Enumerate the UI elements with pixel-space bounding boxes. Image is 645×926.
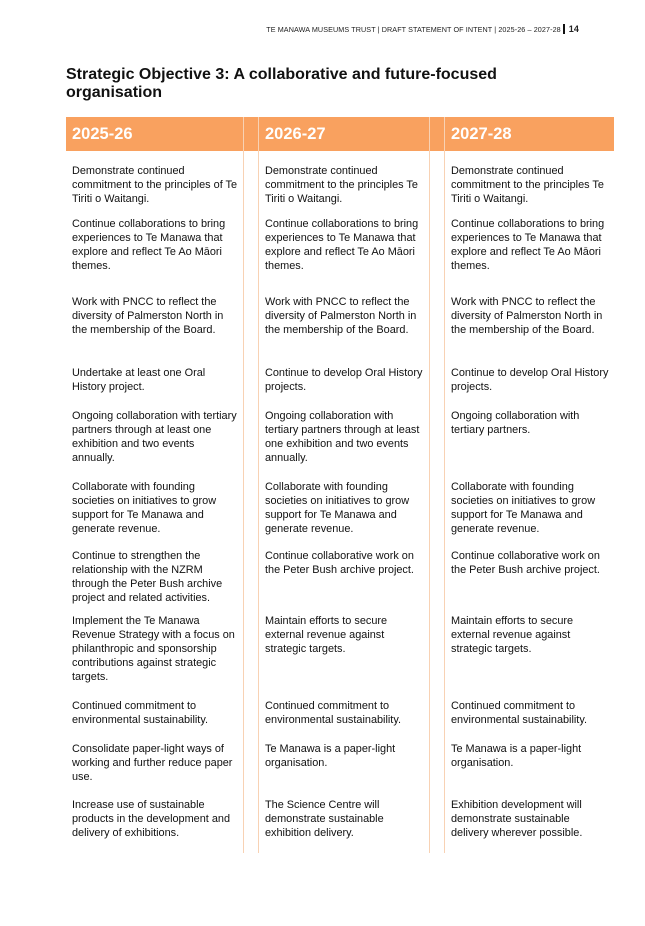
- header-divider: [563, 24, 565, 34]
- column-separator-2: [429, 117, 445, 853]
- table-cell: Work with PNCC to reflect the diversity of Palmerston North in the membership of the Board.: [265, 296, 417, 336]
- table-cell: Demonstrate continued commitment to the principles of Te Tiriti o Waitangi.: [72, 165, 238, 205]
- table-cell: Ongoing collaboration with tertiary partners through at least one exhibition and two events annually.: [265, 410, 420, 464]
- running-title: TE MANAWA MUSEUMS TRUST | DRAFT STATEMENT OF INTENT | 2025-26 – 2027-28: [266, 25, 561, 34]
- table-cell: Continued commitment to environmental sustainability.: [451, 700, 587, 726]
- table-cell: Ongoing collaboration with tertiary partners.: [451, 410, 580, 436]
- running-header: [266, 24, 579, 34]
- column-header-2025-26: 2025-26: [66, 117, 243, 151]
- table-cell: Continue collaborations to bring experiences to Te Manawa that explore and reflect Te Ao Māori themes.: [72, 218, 226, 272]
- table-cell: Continue to develop Oral History projects.: [265, 367, 423, 393]
- table-cell: Work with PNCC to reflect the diversity of Palmerston North in the membership of the Board.: [72, 296, 224, 336]
- table-cell: Exhibition development will demonstrate sustainable delivery wherever possible.: [451, 799, 583, 839]
- table-cell: Maintain efforts to secure external revenue against strategic targets.: [451, 615, 574, 655]
- table-cell: Collaborate with founding societies on initiatives to grow support for Te Manawa and generate revenue.: [72, 481, 217, 535]
- section-title: Strategic Objective 3: A collaborative and future-focused organisation: [66, 66, 497, 101]
- table-cell: Continue collaborations to bring experiences to Te Manawa that explore and reflect Te Ao Māori themes.: [451, 218, 605, 272]
- page-number: 14: [568, 24, 579, 34]
- table-cell: The Science Centre will demonstrate sustainable exhibition delivery.: [265, 799, 384, 839]
- column-header-2026-27: 2026-27: [259, 117, 429, 151]
- table-cell: Demonstrate continued commitment to the principles Te Tiriti o Waitangi.: [451, 165, 604, 205]
- table-cell: Increase use of sustainable products in the development and delivery of exhibitions.: [72, 799, 231, 839]
- table-cell: Continued commitment to environmental sustainability.: [265, 700, 401, 726]
- table-cell: Continue collaborative work on the Peter Bush archive project.: [265, 550, 414, 576]
- table-cell: Continued commitment to environmental sustainability.: [72, 700, 208, 726]
- table-cell: Maintain efforts to secure external revenue against strategic targets.: [265, 615, 388, 655]
- table-cell: Undertake at least one Oral History project.: [72, 367, 206, 393]
- table-cell: Te Manawa is a paper-light organisation.: [451, 743, 582, 769]
- table-cell: Ongoing collaboration with tertiary partners through at least one exhibition and two events annually.: [72, 410, 237, 464]
- table-cell: Consolidate paper-light ways of working and further reduce paper use.: [72, 743, 233, 783]
- table-cell: Implement the Te Manawa Revenue Strategy with a focus on philanthropic and sponsorship contributions against strategic targets.: [72, 615, 235, 683]
- table-cell: Collaborate with founding societies on initiatives to grow support for Te Manawa and generate revenue.: [265, 481, 410, 535]
- column-header-2027-28: 2027-28: [445, 117, 614, 151]
- table-cell: Te Manawa is a paper-light organisation.: [265, 743, 396, 769]
- table-cell: Work with PNCC to reflect the diversity of Palmerston North in the membership of the Board.: [451, 296, 603, 336]
- table-cell: Continue collaborative work on the Peter Bush archive project.: [451, 550, 600, 576]
- table-cell: Continue to strengthen the relationship with the NZRM through the Peter Bush archive project and related activities.: [72, 550, 223, 604]
- table-cell: Continue to develop Oral History projects.: [451, 367, 609, 393]
- table-cell: Demonstrate continued commitment to the principles Te Tiriti o Waitangi.: [265, 165, 418, 205]
- column-separator-1: [243, 117, 259, 853]
- table-cell: Collaborate with founding societies on initiatives to grow support for Te Manawa and generate revenue.: [451, 481, 596, 535]
- table-cell: Continue collaborations to bring experiences to Te Manawa that explore and reflect Te Ao Māori themes.: [265, 218, 419, 272]
